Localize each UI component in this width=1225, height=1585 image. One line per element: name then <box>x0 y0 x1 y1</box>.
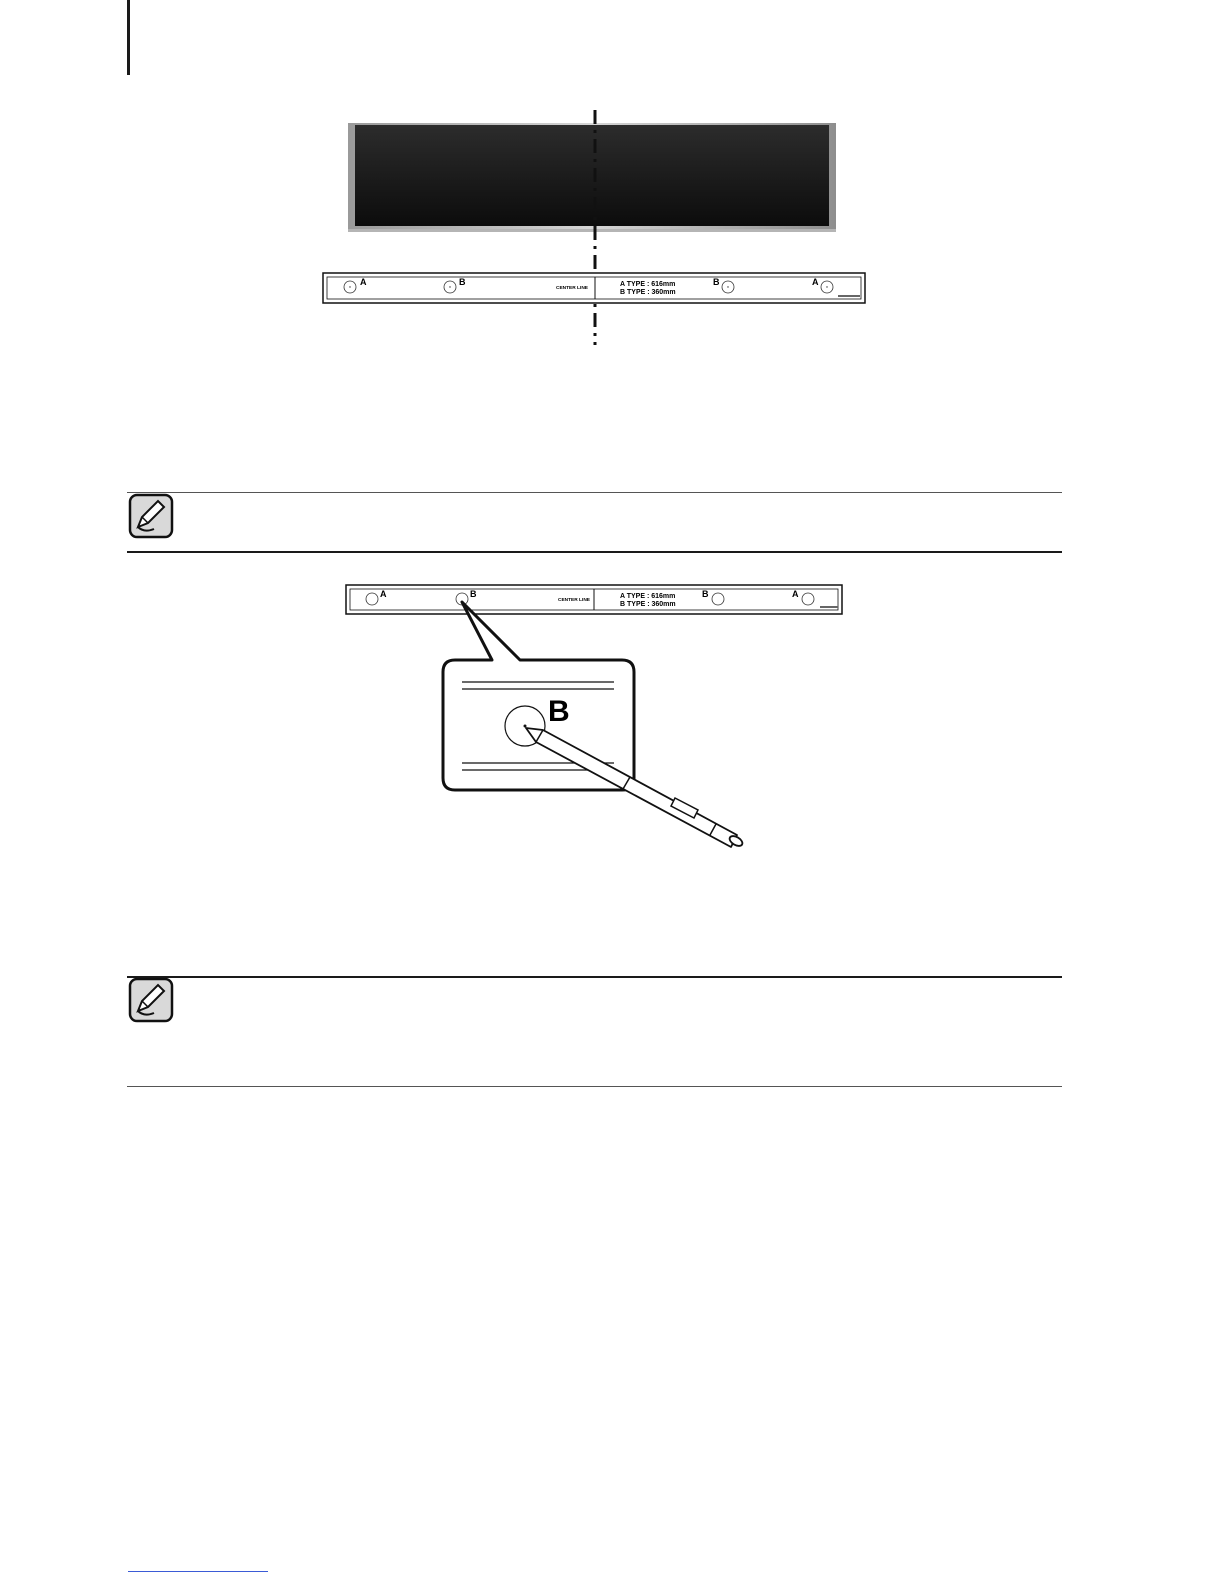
bottom-link-underline[interactable] <box>128 1571 268 1572</box>
wall-mount-template <box>323 273 865 303</box>
small-center-line-label: CENTER LINE <box>558 598 590 603</box>
mark-hole-figure <box>340 580 850 855</box>
magnified-b-label: B <box>548 695 570 728</box>
type-b-spec: B TYPE : 360mm <box>620 289 676 296</box>
logo-mark <box>838 295 860 297</box>
note1-bottom-rule <box>127 551 1062 553</box>
note2-top-rule <box>127 976 1062 978</box>
tv-illustration <box>348 123 836 232</box>
small-type-b-spec: B TYPE : 360mm <box>620 601 676 608</box>
small-hole-b-right-label: B <box>702 589 709 599</box>
page-edge-bar <box>127 0 130 75</box>
note-pencil-icon <box>128 493 174 539</box>
small-type-a-spec: A TYPE : 616mm <box>620 593 676 600</box>
hole-a-left-label: A <box>360 277 367 287</box>
magnified-callout <box>443 602 634 790</box>
tv-template-figure <box>310 105 885 350</box>
type-a-spec: A TYPE : 616mm <box>620 281 676 288</box>
center-line-label: CENTER LINE <box>556 286 588 291</box>
note-pencil-icon <box>128 977 174 1023</box>
hole-b-left-label: B <box>459 277 466 287</box>
small-hole-b-left-label: B <box>470 589 477 599</box>
small-hole-a-left-label: A <box>380 589 387 599</box>
hole-a-right-label: A <box>812 277 819 287</box>
note1-top-rule <box>127 492 1062 493</box>
wall-mount-template-small <box>346 585 842 614</box>
small-hole-a-right-label: A <box>792 589 799 599</box>
hole-b-right-label: B <box>713 277 720 287</box>
note2-bottom-rule <box>127 1086 1062 1087</box>
